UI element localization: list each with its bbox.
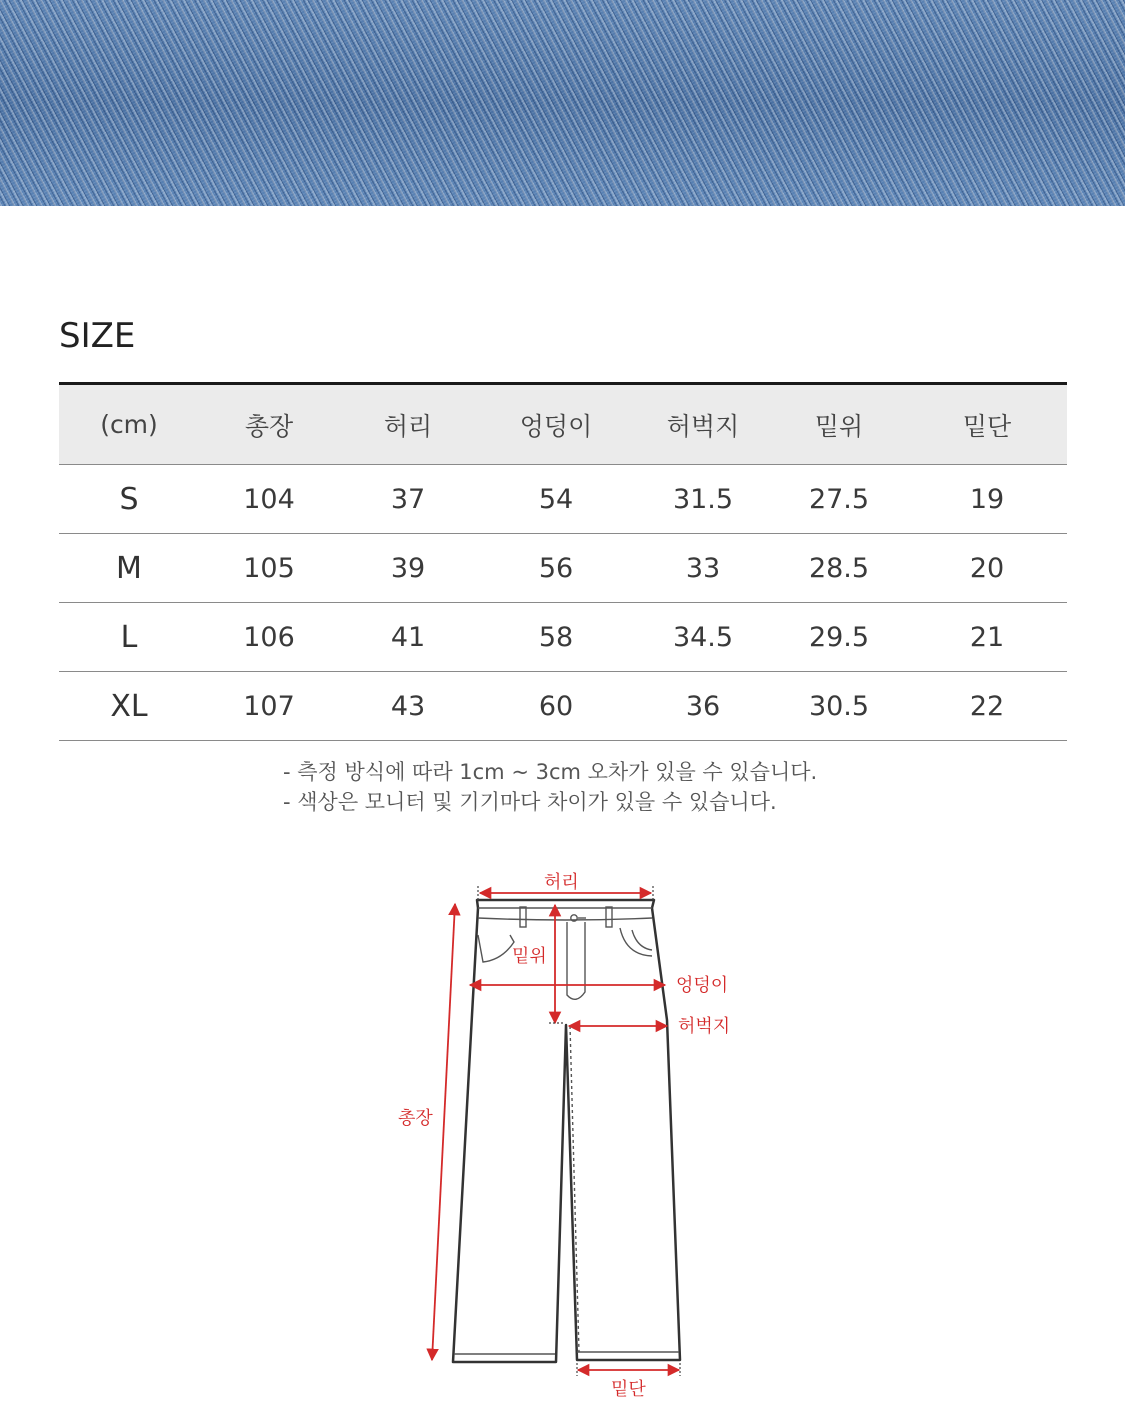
- table-cell: 34.5: [635, 603, 771, 672]
- table-cell: 56: [477, 534, 635, 603]
- table-cell: 107: [199, 672, 339, 741]
- table-cell: 28.5: [771, 534, 907, 603]
- length-arrow: [432, 904, 455, 1360]
- size-title: SIZE: [59, 316, 136, 356]
- denim-texture-banner: [0, 0, 1125, 206]
- table-cell: 19: [907, 465, 1067, 534]
- table-cell: 30.5: [771, 672, 907, 741]
- table-row: [59, 534, 1067, 603]
- table-cell: 39: [339, 534, 477, 603]
- label-hip: 엉덩이: [676, 975, 729, 996]
- table-cell: 27.5: [771, 465, 907, 534]
- label-waist: 허리: [544, 872, 579, 893]
- table-header-row: [59, 384, 1067, 465]
- table-cell: 41: [339, 603, 477, 672]
- size-cell: XL: [59, 672, 199, 741]
- table-cell: 36: [635, 672, 771, 741]
- table-cell: 106: [199, 603, 339, 672]
- header-unit: (cm): [59, 384, 199, 465]
- label-rise: 밑위: [512, 946, 547, 967]
- table-cell: 105: [199, 534, 339, 603]
- size-cell: L: [59, 603, 199, 672]
- pants-diagram: [380, 860, 760, 1410]
- table-cell: 29.5: [771, 603, 907, 672]
- header-rise: 밑위: [771, 384, 907, 465]
- table-cell: 20: [907, 534, 1067, 603]
- header-hem: 밑단: [907, 384, 1067, 465]
- table-cell: 33: [635, 534, 771, 603]
- table-cell: 60: [477, 672, 635, 741]
- table-cell: 104: [199, 465, 339, 534]
- table-row: [59, 603, 1067, 672]
- table-cell: 31.5: [635, 465, 771, 534]
- header-hip: 엉덩이: [477, 384, 635, 465]
- table-cell: 43: [339, 672, 477, 741]
- table-cell: 22: [907, 672, 1067, 741]
- label-thigh: 허벅지: [678, 1016, 731, 1037]
- header-length: 총장: [199, 384, 339, 465]
- table-cell: 21: [907, 603, 1067, 672]
- size-table: [59, 382, 1067, 741]
- note-line: - 측정 방식에 따라 1cm ~ 3cm 오차가 있을 수 있습니다.: [283, 760, 818, 784]
- table-cell: 54: [477, 465, 635, 534]
- table-row: [59, 465, 1067, 534]
- size-cell: M: [59, 534, 199, 603]
- label-hem: 밑단: [611, 1379, 646, 1400]
- table-cell: 37: [339, 465, 477, 534]
- header-waist: 허리: [339, 384, 477, 465]
- measurement-notes: [283, 757, 817, 817]
- table-cell: 58: [477, 603, 635, 672]
- table-row: [59, 672, 1067, 741]
- header-thigh: 허벅지: [635, 384, 771, 465]
- note-line: - 색상은 모니터 및 기기마다 차이가 있을 수 있습니다.: [283, 790, 777, 814]
- label-length: 총장: [398, 1108, 433, 1129]
- size-cell: S: [59, 465, 199, 534]
